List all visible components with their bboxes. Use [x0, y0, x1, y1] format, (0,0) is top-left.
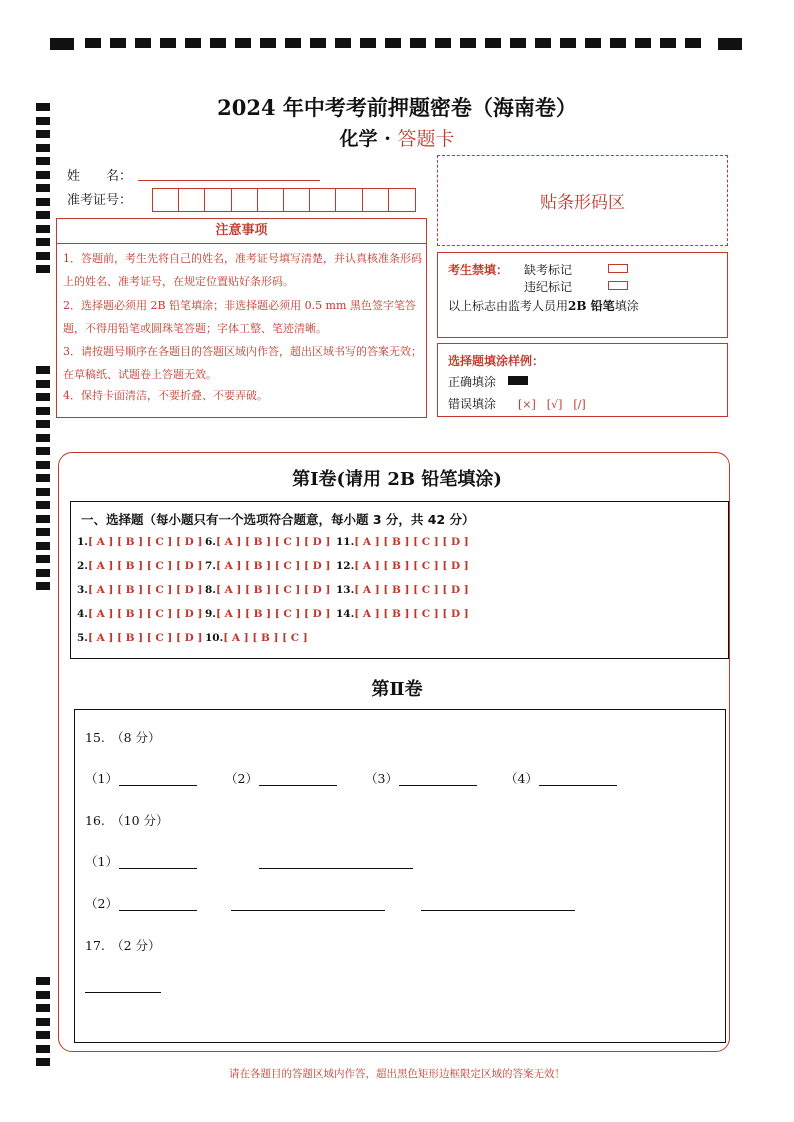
id-digit-divider — [388, 188, 389, 212]
timing-mark — [36, 991, 50, 999]
choice-options[interactable]: [ A ] [ B ] [ C ] [ D ] — [87, 536, 203, 548]
q16-2-blank-2[interactable] — [231, 910, 385, 911]
choice-options[interactable]: [ A ] [ B ] [ C ] [ D ] — [87, 560, 203, 572]
q15-blank-1[interactable] — [119, 785, 197, 786]
choice-question-number: 13. — [336, 584, 355, 596]
timing-mark — [36, 1031, 50, 1039]
subtitle-dot: · — [384, 128, 391, 150]
timing-mark — [36, 211, 50, 219]
timing-mark — [36, 447, 50, 455]
id-digit-divider — [335, 188, 336, 212]
card-label: 答题卡 — [397, 128, 455, 150]
fill-example-box — [437, 343, 728, 417]
q16-2-blank-1[interactable] — [119, 910, 197, 911]
timing-mark — [385, 38, 401, 48]
timing-mark — [36, 366, 50, 374]
correct-fill-sample — [508, 376, 528, 385]
forbid-note-prefix: 以上标志由监考人员用 — [448, 299, 569, 313]
choice-section-title: 一、选择题（每小题只有一个选项符合题意，每小题 3 分，共 42 分） — [81, 512, 475, 527]
timing-mark — [160, 38, 176, 48]
choice-options[interactable]: [ A ] [ B ] [ C ] [ D ] — [354, 536, 469, 548]
timing-mark — [36, 184, 50, 192]
choice-question[interactable] — [205, 536, 330, 548]
timing-mark — [210, 38, 226, 48]
timing-mark — [185, 38, 201, 48]
timing-mark — [36, 252, 50, 260]
forbid-note-bold: 2B 铅笔 — [568, 299, 615, 313]
timing-mark — [36, 1004, 50, 1012]
q16-1-blank-1[interactable] — [119, 868, 197, 869]
timing-mark — [36, 380, 50, 388]
q15-part-label: （1） — [85, 771, 118, 786]
choice-options[interactable]: [ A ] [ B ] [ C ] [ D ] — [354, 560, 469, 572]
choice-options[interactable]: [ A ] [ B ] [ C ] [ D ] — [87, 584, 203, 596]
notice-title: 注意事项 — [57, 219, 426, 244]
q17-blank[interactable] — [85, 992, 161, 993]
notice-box — [56, 218, 427, 418]
notice-item: 4．保持卡面清洁，不要折叠、不要弄破。 — [63, 389, 268, 402]
choice-options[interactable]: [ A ] [ B ] [ C ] [ D ] — [215, 608, 331, 620]
absent-mark-label: 缺考标记 — [524, 263, 573, 277]
timing-mark — [510, 38, 526, 48]
timing-mark — [718, 38, 742, 50]
timing-mark — [36, 1045, 50, 1053]
timing-mark — [36, 515, 50, 523]
choice-question[interactable] — [205, 608, 330, 620]
timing-mark — [285, 38, 301, 48]
q15-blank-4[interactable] — [539, 785, 617, 786]
fill-example-title: 选择题填涂样例： — [448, 354, 545, 368]
timing-mark — [135, 38, 151, 48]
timing-mark — [610, 38, 626, 48]
choice-options[interactable]: [ A ] [ B ] [ C ] — [223, 632, 308, 644]
timing-mark — [310, 38, 326, 48]
choice-question[interactable] — [77, 560, 202, 572]
absent-mark-box[interactable] — [608, 264, 628, 273]
choice-question-number: 12. — [336, 560, 355, 572]
forbid-label: 考生禁填： — [448, 263, 509, 277]
page-subtitle — [0, 124, 794, 151]
timing-mark — [485, 38, 501, 48]
wrong-fill-samples: [×] [√] [/] — [518, 398, 586, 411]
timing-mark — [260, 38, 276, 48]
choice-question-number: 8. — [205, 584, 216, 596]
timing-mark — [635, 38, 651, 48]
timing-mark — [435, 38, 451, 48]
choice-options[interactable]: [ A ] [ B ] [ C ] [ D ] — [87, 632, 203, 644]
name-field[interactable] — [138, 180, 320, 181]
choice-options[interactable]: [ A ] [ B ] [ C ] [ D ] — [215, 584, 331, 596]
timing-mark — [85, 38, 101, 48]
footer-warning: 请在各题目的答题区域内作答，超出黑色矩形边框限定区域的答案无效！ — [229, 1068, 565, 1080]
timing-mark — [36, 569, 50, 577]
written-answer-section — [74, 709, 726, 1043]
q15-part-label: （2） — [225, 771, 258, 786]
choice-question[interactable] — [77, 536, 202, 548]
question-17-header: 17. （2 分） — [85, 938, 161, 953]
timing-mark — [360, 38, 376, 48]
choice-question-number: 10. — [205, 632, 224, 644]
timing-mark — [410, 38, 426, 48]
forbid-note-suffix: 填涂 — [614, 299, 639, 313]
timing-mark — [36, 555, 50, 563]
timing-mark — [36, 582, 50, 590]
timing-mark — [36, 407, 50, 415]
q15-blank-3[interactable] — [399, 785, 477, 786]
choice-question[interactable] — [336, 584, 469, 596]
choice-section — [70, 501, 729, 659]
timing-mark — [36, 198, 50, 206]
q16-2-blank-3[interactable] — [421, 910, 575, 911]
choice-question-number: 1. — [77, 536, 88, 548]
timing-mark — [36, 1018, 50, 1026]
subject-label: 化学 — [339, 128, 378, 150]
question-15-header: 15. （8 分） — [85, 730, 161, 745]
id-digit-divider — [283, 188, 284, 212]
timing-mark — [36, 238, 50, 246]
timing-mark — [560, 38, 576, 48]
timing-mark — [235, 38, 251, 48]
timing-mark — [36, 225, 50, 233]
choice-question[interactable] — [205, 584, 330, 596]
notice-item: 1．答题前，考生先将自己的姓名，准考证号填写清楚，并认真核准条形码上的姓名、准考证号，在规定位置贴好条形码。 — [63, 252, 422, 288]
id-digit-divider — [362, 188, 363, 212]
page-title: 2024 年中考考前押题密卷（海南卷） — [217, 95, 577, 120]
violation-mark-box[interactable] — [608, 281, 628, 290]
q15-part-label: （3） — [365, 771, 398, 786]
correct-fill-label: 正确填涂 — [448, 375, 497, 389]
timing-mark — [585, 38, 601, 48]
q15-part-label: （4） — [505, 771, 538, 786]
q15-blank-2[interactable] — [259, 785, 337, 786]
choice-question-number: 9. — [205, 608, 216, 620]
timing-mark — [36, 265, 50, 273]
timing-mark — [535, 38, 551, 48]
id-digit-divider — [178, 188, 179, 212]
timing-mark — [36, 393, 50, 401]
choice-question[interactable] — [77, 632, 202, 644]
choice-question[interactable] — [205, 632, 308, 644]
id-digit-divider — [309, 188, 310, 212]
timing-mark — [50, 38, 74, 50]
choice-question-number: 5. — [77, 632, 88, 644]
timing-mark — [36, 157, 50, 165]
choice-options[interactable]: [ A ] [ B ] [ C ] [ D ] — [354, 608, 469, 620]
timing-mark — [36, 171, 50, 179]
timing-mark — [36, 501, 50, 509]
timing-mark — [36, 977, 50, 985]
choice-question[interactable] — [336, 536, 469, 548]
timing-mark — [36, 528, 50, 536]
q16-part-label: （1） — [85, 854, 118, 869]
choice-question-number: 2. — [77, 560, 88, 572]
choice-question[interactable] — [77, 584, 202, 596]
choice-options[interactable]: [ A ] [ B ] [ C ] [ D ] — [215, 560, 331, 572]
timing-mark — [36, 420, 50, 428]
choice-question-number: 14. — [336, 608, 355, 620]
choice-question-number: 11. — [336, 536, 355, 548]
barcode-area — [437, 155, 728, 246]
timing-mark — [335, 38, 351, 48]
timing-mark — [110, 38, 126, 48]
q16-part-label: （2） — [85, 896, 118, 911]
timing-mark — [36, 434, 50, 442]
choice-options[interactable]: [ A ] [ B ] [ C ] [ D ] — [215, 536, 331, 548]
choice-question-number: 3. — [77, 584, 88, 596]
choice-question[interactable] — [77, 608, 202, 620]
id-label: 准考证号： — [67, 193, 133, 208]
timing-mark — [660, 38, 676, 48]
timing-mark — [36, 542, 50, 550]
notice-item: 2．选择题必须用 2B 铅笔填涂；非选择题必须用 0.5 mm 黑色签字笔答题，不得用铅笔或圆珠笔答题；字体工整、笔迹清晰。 — [63, 299, 416, 335]
violation-mark-label: 违纪标记 — [524, 280, 573, 294]
volume-2-title: 第Ⅱ卷 — [371, 679, 423, 700]
wrong-fill-label: 错误填涂 — [448, 397, 497, 411]
q16-1-blank-2[interactable] — [259, 868, 413, 869]
choice-question[interactable] — [336, 608, 469, 620]
barcode-label: 贴条形码区 — [540, 193, 625, 213]
forbid-note — [448, 297, 639, 314]
choice-question[interactable] — [336, 560, 469, 572]
id-digit-divider — [257, 188, 258, 212]
choice-question-number: 7. — [205, 560, 216, 572]
notice-item: 3．请按题号顺序在各题目的答题区域内作答，超出区域书写的答案无效；在草稿纸、试题卷上答题无效。 — [63, 345, 422, 381]
choice-question-number: 4. — [77, 608, 88, 620]
question-16-header: 16. （10 分） — [85, 813, 169, 828]
id-number-boxes[interactable] — [152, 188, 416, 212]
volume-1-title: 第Ⅰ卷(请用 2B 铅笔填涂) — [292, 469, 502, 490]
choice-options[interactable]: [ A ] [ B ] [ C ] [ D ] — [354, 584, 469, 596]
choice-question[interactable] — [205, 560, 330, 572]
examiner-only-box — [437, 252, 728, 338]
choice-options[interactable]: [ A ] [ B ] [ C ] [ D ] — [87, 608, 203, 620]
choice-question-number: 6. — [205, 536, 216, 548]
name-label: 姓 名： — [67, 169, 133, 184]
timing-mark — [36, 1058, 50, 1066]
id-digit-divider — [231, 188, 232, 212]
timing-mark — [460, 38, 476, 48]
timing-mark — [685, 38, 701, 48]
id-digit-divider — [204, 188, 205, 212]
